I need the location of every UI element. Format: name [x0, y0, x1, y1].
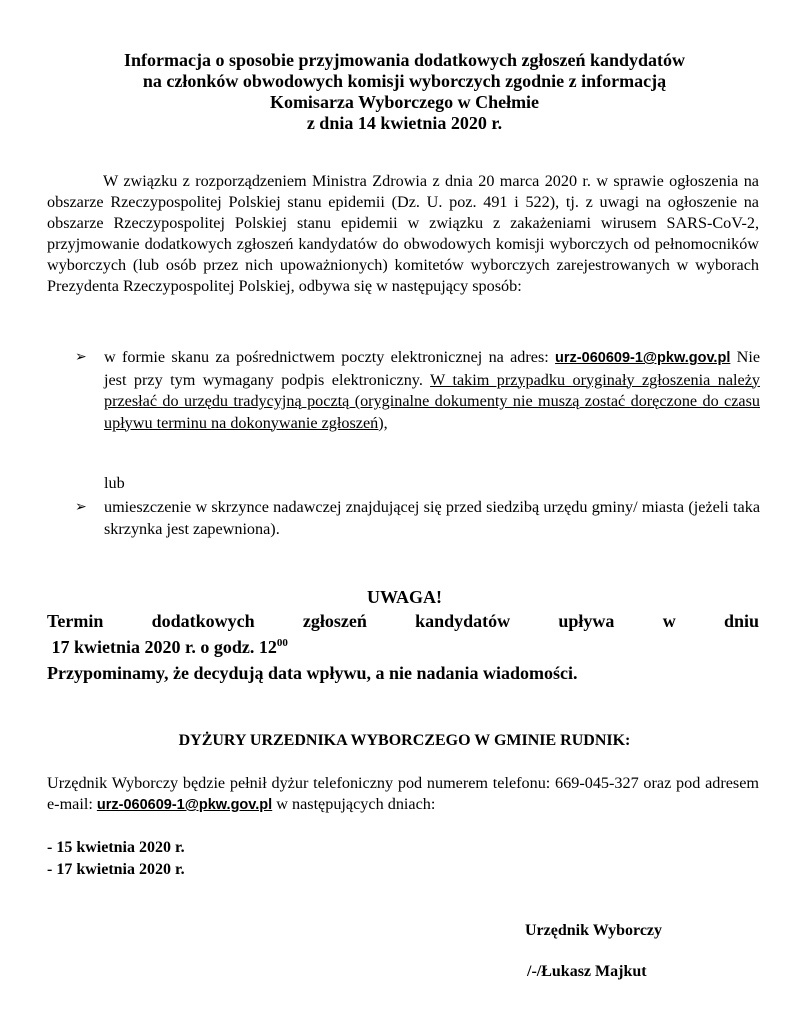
- deadline-word: w: [662, 611, 676, 631]
- duty-heading: DYŻURY URZEDNIKA WYBORCZEGO W GMINIE RUDNIK:: [178, 732, 631, 749]
- title-line-3: Komisarza Wyborczego w Chełmie: [269, 92, 540, 112]
- deadline-word: dodatkowych: [151, 611, 255, 631]
- duty-email-link[interactable]: urz-060609-1@pkw.gov.pl: [96, 797, 273, 813]
- warning-heading: UWAGA!: [367, 587, 442, 607]
- deadline-word: dniu: [723, 611, 759, 631]
- or-text: lub: [104, 474, 125, 492]
- bullet1-text: w formie skanu za pośrednictwem poczty elektronicznej na adres:: [104, 348, 549, 366]
- title-line-1: Informacja o sposobie przyjmowania dodatkowych zgłoszeń kandydatów: [123, 50, 686, 70]
- bullet-email: [75, 347, 760, 434]
- duty-date: - 17 kwietnia 2020 r.: [47, 861, 185, 878]
- arrow-bullet-icon: ➢: [75, 500, 87, 515]
- deadline-word: zgłoszeń: [302, 611, 367, 631]
- signature-role: Urzędnik Wyborczy: [525, 922, 663, 939]
- duty-paragraph: [47, 773, 759, 816]
- title-line-4: z dnia 14 kwietnia 2020 r.: [306, 113, 503, 133]
- deadline-word: Termin: [47, 611, 104, 631]
- duty-date: - 15 kwietnia 2020 r.: [47, 839, 185, 856]
- deadline-word: upływa: [558, 611, 615, 631]
- intro-paragraph: [47, 171, 759, 297]
- duty-dates: [47, 837, 185, 881]
- intro-text: W związku z rozporządzeniem Ministra Zdrowia z dnia 20 marca 2020 r. w sprawie ogłoszenia na obszarze Rzeczypospolitej Polskiej stanu epidemii (Dz. U. poz. 491 i 522), tj. z uwagi na ogłoszenie na obszarze Rzeczypospolitej Polskiej stanu epidemii w związku z zakażeniami wirusem SARS-CoV-2, przyjmowanie dodatkowych zgłoszeń kandydatów do obwodowych komisji wyborczych od pełnomocników wyborczych (lub osób przez nich upoważnionych) komitetów wyborczych zarejestrowanych w wyborach Prezydenta Rzeczypospolitej Polskiej, odbywa się w następujący sposób:: [47, 172, 759, 295]
- bullet-mailbox: [75, 497, 760, 540]
- deadline-word: kandydatów: [415, 611, 511, 631]
- bullet2-text: umieszczenie w skrzynce nadawczej znajdującej się przed siedzibą urzędu gminy/ miasta (jeżeli taka skrzynka jest zapewniona).: [104, 498, 760, 538]
- bullet1-after: Nie jest przy tym wymagany podpis elektroniczny.: [104, 348, 760, 389]
- duty-text: Urzędnik Wyborczy będzie pełnił dyżur telefoniczny pod numerem telefonu: 669-045-327 oraz pod adresem e-mail:: [47, 774, 759, 813]
- duty-text-after: w następujących dniach:: [272, 795, 436, 813]
- arrow-bullet-icon: ➢: [75, 350, 87, 365]
- title-line-2: na członków obwodowych komisji wyborczych zgodnie z informacją: [142, 71, 667, 91]
- signature-name: /-/Łukasz Majkut: [527, 963, 647, 980]
- deadline-line-1: [47, 610, 759, 632]
- bullet1-underlined-text: W takim przypadku oryginały zgłoszenia należy przesłać do urzędu tradycyjną pocztą (oryginalne dokumenty nie muszą zostać doręczone do czasu upływu terminu na dokonywanie zgłoszeń),: [104, 370, 760, 432]
- deadline-line-2: [47, 632, 759, 658]
- deadline-minutes: 00: [276, 637, 288, 649]
- reminder-text: Przypominamy, że decydują data wpływu, a nie nadania wiadomości.: [47, 663, 578, 683]
- document-title: [0, 50, 809, 134]
- deadline-notice: [47, 610, 759, 658]
- email-link[interactable]: urz-060609-1@pkw.gov.pl: [555, 350, 731, 366]
- deadline-date: 17 kwietnia 2020 r. o godz. 12: [51, 637, 277, 657]
